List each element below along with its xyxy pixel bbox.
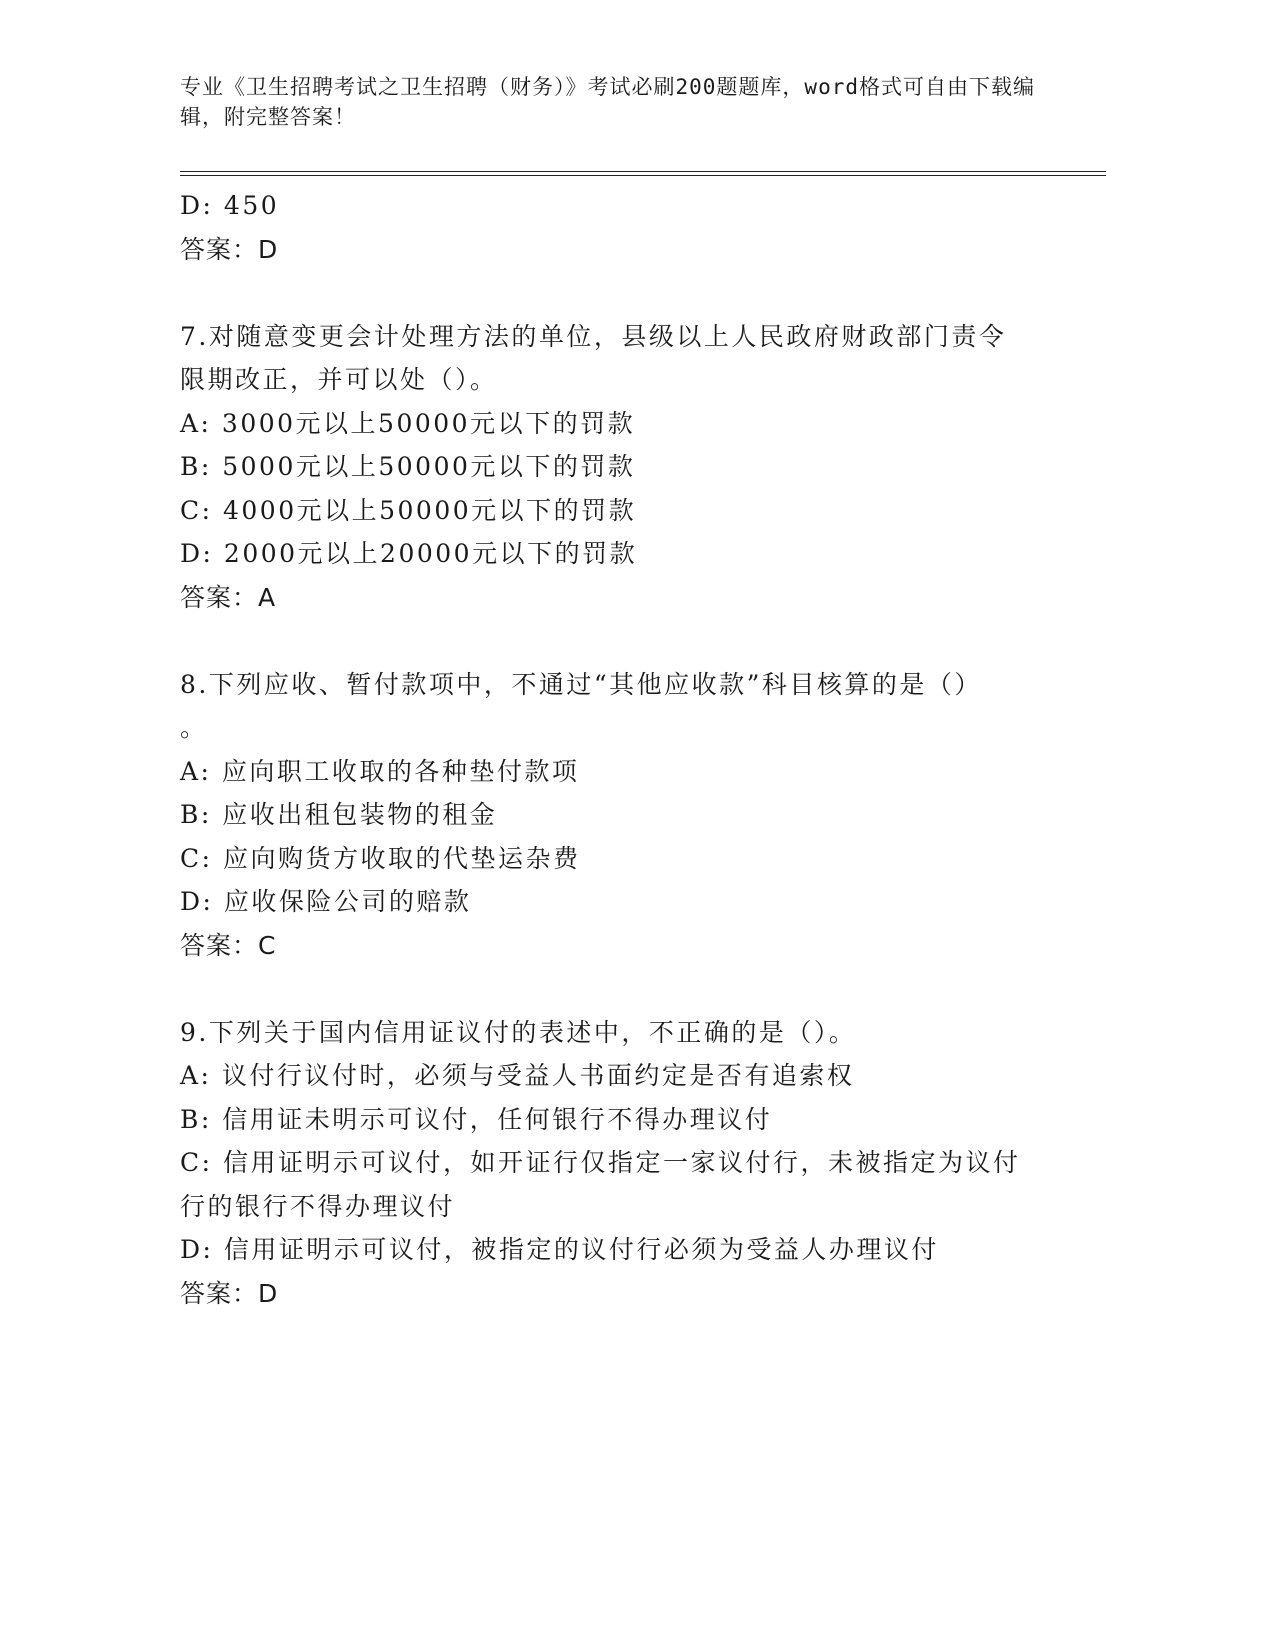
option-c: C: 4000元以上50000元以下的罚款: [180, 495, 637, 525]
option-d: D: 450: [180, 191, 280, 220]
option-d: D: 应收保险公司的赔款: [180, 887, 472, 916]
answer-line: 答案：D: [180, 1278, 279, 1308]
question-stem-continued: 限期改正，并可以处（）。: [180, 365, 498, 394]
spacer: [180, 271, 1080, 315]
option-b: B: 信用证未明示可议付，任何银行不得办理议付: [180, 1104, 773, 1134]
option-c: C: 应向购货方收取的代垫运杂费: [180, 843, 581, 873]
option-d: D: 信用证明示可议付，被指定的议付行必须为受益人办理议付: [180, 1235, 939, 1264]
option-c: C: 信用证明示可议付，如开证行仅指定一家议付行，未被指定为议付: [180, 1148, 1021, 1177]
option-a: A: 应向职工收取的各种垫付款项: [180, 756, 580, 786]
option-a: A: 3000元以上50000元以下的罚款: [180, 408, 636, 438]
question-stem-continued: 。: [180, 713, 208, 742]
header-divider-bottom: [180, 175, 1106, 176]
option-a: A: 议付行议付时，必须与受益人书面约定是否有追索权: [180, 1061, 855, 1090]
document-header: 专业《卫生招聘考试之卫生招聘（财务）》考试必刷200题题库，word格式可自由下载编辑，附完整答案！: [180, 75, 1035, 129]
question-9: [180, 1011, 1080, 1316]
spacer: [180, 619, 1080, 663]
header-divider-top: [180, 171, 1106, 172]
question-7: [180, 315, 1080, 620]
question-stem: 7.对随意变更会计处理方法的单位，县级以上人民政府财政部门责令: [180, 321, 1007, 351]
spacer: [180, 967, 1080, 1011]
question-list: [180, 184, 1080, 1315]
option-c-continued: 行的银行不得办理议付: [180, 1191, 456, 1221]
previous-question-tail: [180, 184, 1080, 271]
answer-line: 答案：A: [180, 582, 277, 612]
option-d: D: 2000元以上20000元以下的罚款: [180, 539, 638, 568]
question-8: [180, 663, 1080, 968]
question-stem: 9.下列关于国内信用证议付的表述中，不正确的是（）。: [180, 1017, 857, 1047]
answer-line: 答案：D: [180, 234, 279, 264]
answer-line: 答案：C: [180, 930, 277, 960]
option-b: B: 应收出租包装物的租金: [180, 800, 498, 829]
question-stem: 8.下列应收、暂付款项中，不通过“其他应收款”科目核算的是（）: [180, 669, 982, 699]
option-b: B: 5000元以上50000元以下的罚款: [180, 452, 636, 481]
